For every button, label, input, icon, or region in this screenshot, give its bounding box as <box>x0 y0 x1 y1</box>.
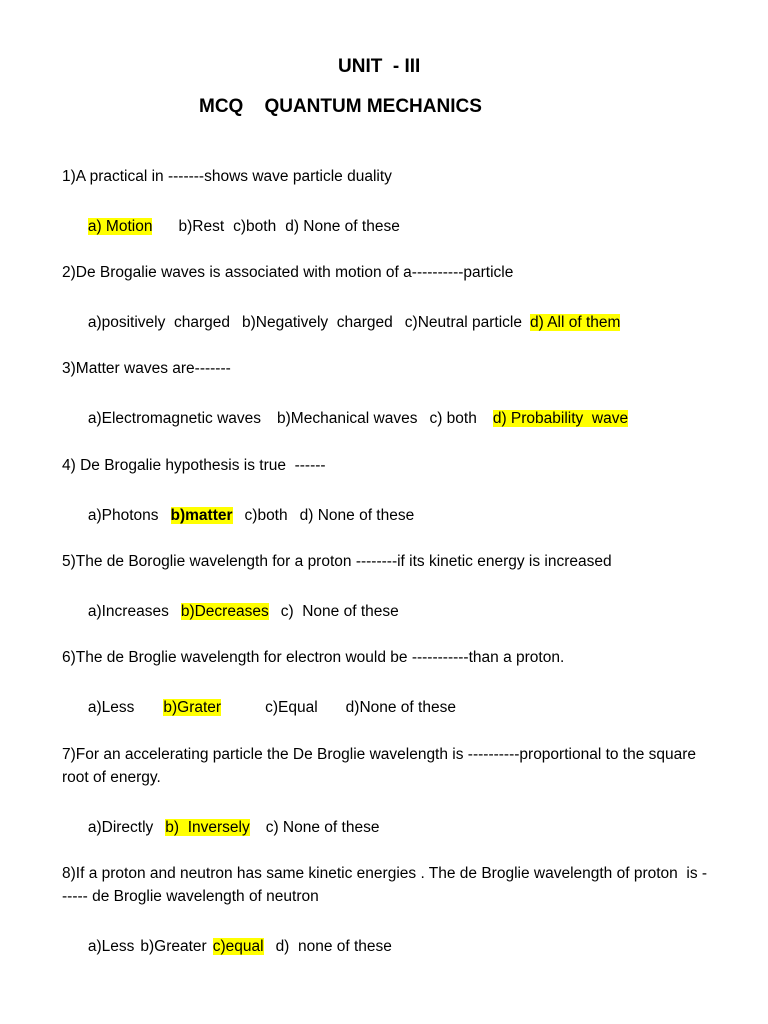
option-b: b)Rest <box>178 218 225 235</box>
option-a: a)Photons <box>87 507 159 524</box>
question-text: 7)For an accelerating particle the De Broglie wavelength is ----------proportional to the square root of energy. <box>62 746 701 786</box>
option-a: a)Increases <box>87 603 169 620</box>
options-row <box>62 798 708 858</box>
options-row <box>62 678 708 738</box>
option-b: b) Inversely <box>165 819 250 836</box>
question-text: 8)If a proton and neutron has same kinetic energies . The de Broglie wavelength of proton is ------ de Broglie wavelength of neutron <box>62 865 708 905</box>
option-d: d) Probability wave <box>492 410 629 427</box>
question-3 <box>62 357 708 449</box>
option-d: d) None of these <box>285 218 400 235</box>
option-b: b)Decreases <box>180 603 269 620</box>
options-row <box>62 582 708 642</box>
options-row <box>62 389 708 449</box>
question-text: 3)Matter waves are------- <box>62 360 231 377</box>
question-text: 1)A practical in -------shows wave particle duality <box>62 168 392 185</box>
options-row <box>62 293 708 353</box>
question-7 <box>62 743 708 858</box>
options-row <box>62 917 708 977</box>
question-4 <box>62 454 708 546</box>
unit-heading: UNIT - III <box>338 56 421 77</box>
option-c: c)both <box>233 218 277 235</box>
option-a: a)Less <box>87 699 135 716</box>
question-text: 6)The de Broglie wavelength for electron would be -----------than a proton. <box>62 649 565 666</box>
option-c: c) both <box>429 410 477 427</box>
question-text: 4) De Brogalie hypothesis is true ------ <box>62 457 326 474</box>
option-b: b)Grater <box>163 699 222 716</box>
option-d: d)None of these <box>345 699 456 716</box>
option-c: c) None of these <box>265 819 380 836</box>
question-5 <box>62 550 708 642</box>
option-b: b)Mechanical waves <box>277 410 418 427</box>
option-c: c) None of these <box>280 603 399 620</box>
question-2 <box>62 261 708 353</box>
option-a: a)positively charged <box>87 314 231 331</box>
option-a: a) Motion <box>87 218 153 235</box>
option-b: b)Greater <box>140 938 207 955</box>
option-c: c)Equal <box>265 699 318 716</box>
option-d: d) All of them <box>529 314 621 331</box>
option-c: c)Neutral particle <box>404 314 522 331</box>
page-title: MCQ QUANTUM MECHANICS <box>199 96 482 117</box>
option-c: c)both <box>244 507 288 524</box>
option-c: c)equal <box>212 938 264 955</box>
options-row <box>62 197 708 257</box>
option-a: a)Directly <box>87 819 154 836</box>
question-1 <box>62 165 708 257</box>
question-text: 5)The de Boroglie wavelength for a proton --------if its kinetic energy is increased <box>62 553 612 570</box>
options-row <box>62 486 708 546</box>
option-a: a)Less <box>87 938 135 955</box>
question-text: 2)De Brogalie waves is associated with motion of a----------particle <box>62 264 514 281</box>
question-6 <box>62 646 708 738</box>
question-8 <box>62 862 708 977</box>
option-d: d) none of these <box>275 938 392 955</box>
option-b: b)Negatively charged <box>242 314 393 331</box>
option-d: d) None of these <box>299 507 415 524</box>
option-b: b)matter <box>170 507 233 524</box>
option-a: a)Electromagnetic waves <box>87 410 262 427</box>
